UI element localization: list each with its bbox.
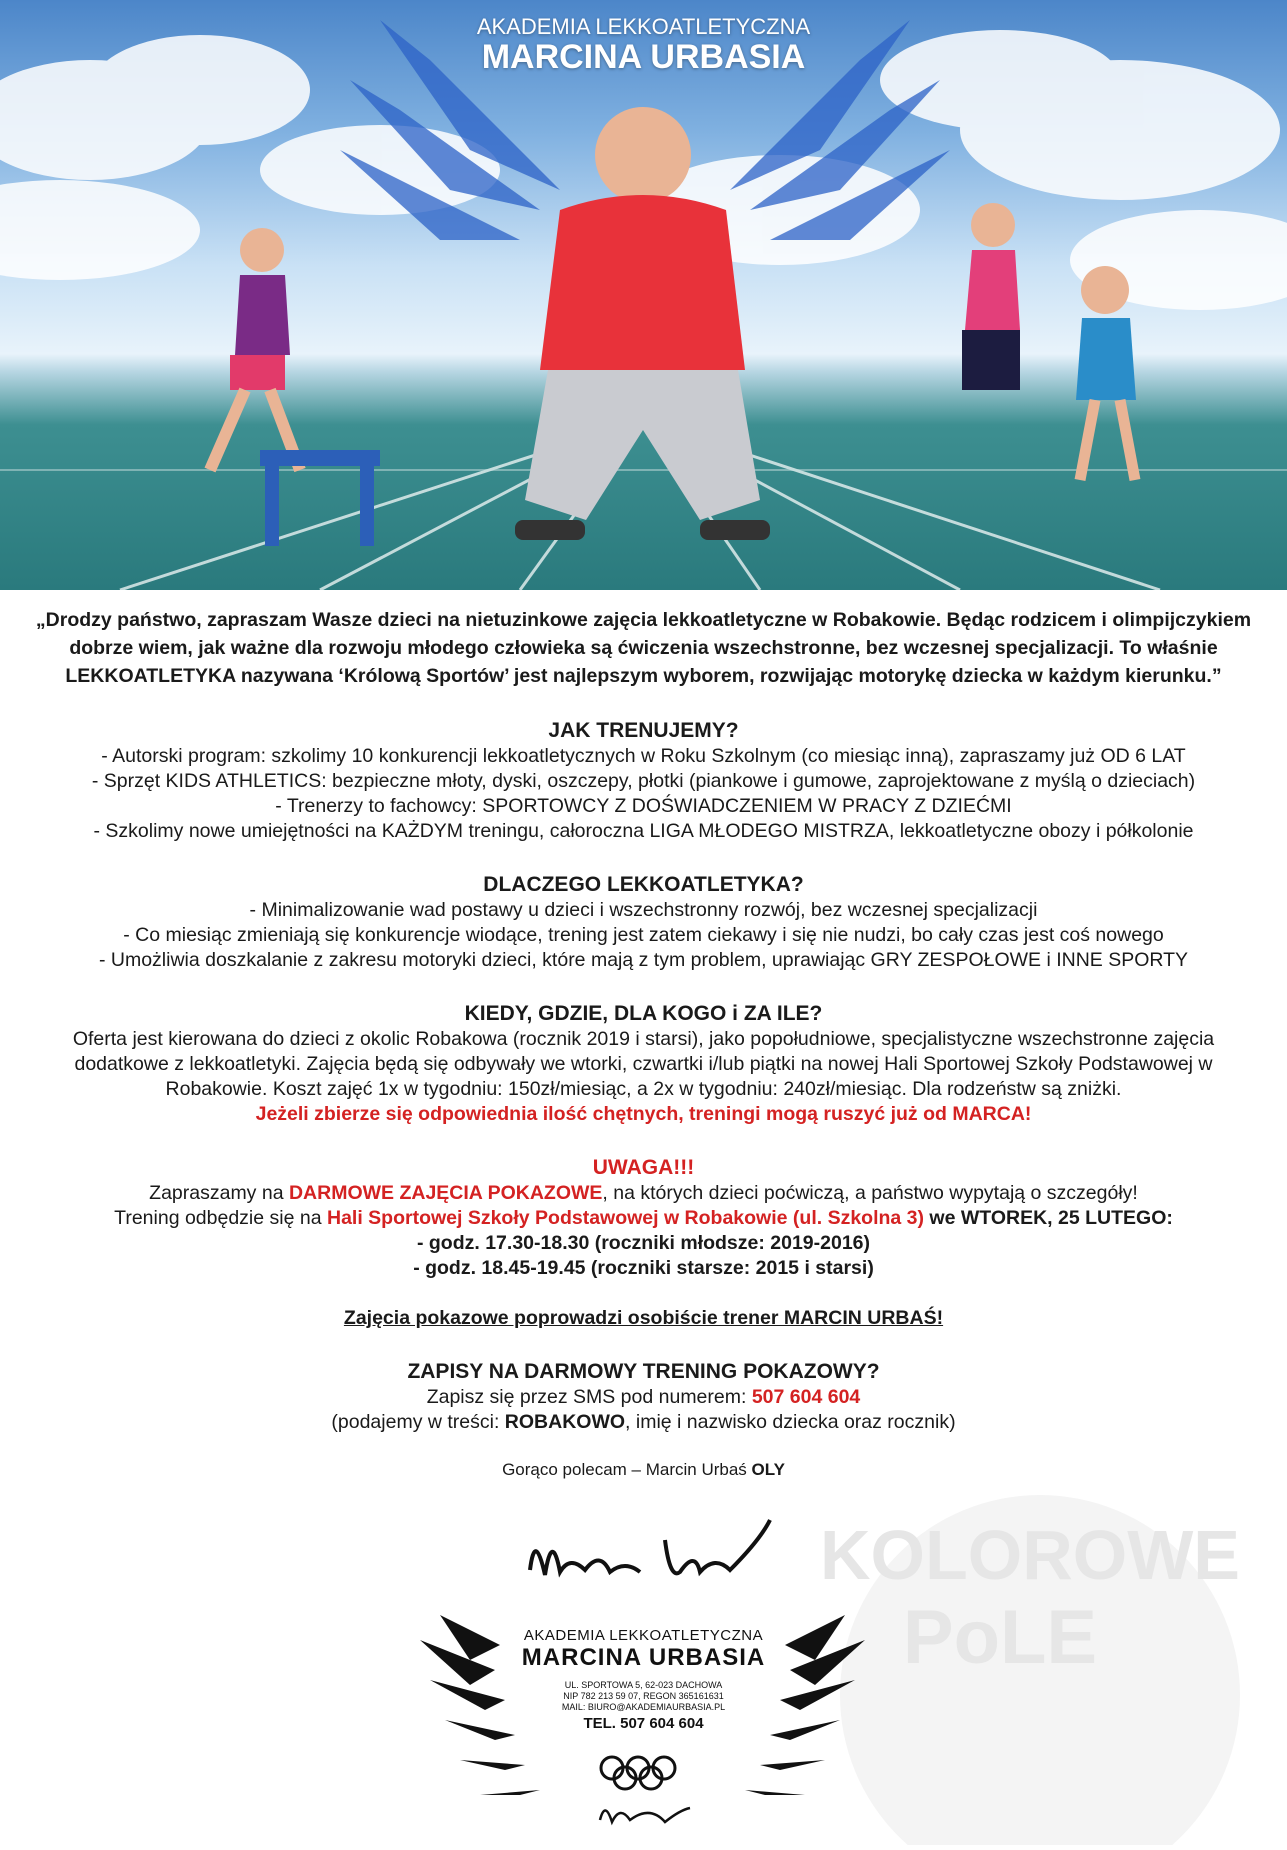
hero-brand-line1: AKADEMIA LEKKOATLETYCZNA	[476, 14, 811, 39]
how-item: - Autorski program: szkolimy 10 konkurencji lekkoatletycznych w Roku Szkolnym (co miesiąc inną), zapraszamy już OD 6 LAT	[101, 745, 1186, 767]
closing-text: Gorąco polecam – Marcin Urbaś	[502, 1460, 752, 1479]
girl-runner-left	[210, 228, 300, 470]
when-highlight: Jeżeli zbierze się odpowiednia ilość chętnych, treningi mogą ruszyć już od MARCA!	[255, 1103, 1032, 1125]
footer-tel: TEL. 507 604 604	[583, 1715, 704, 1732]
notice-section	[0, 1154, 1287, 1331]
when-text: Oferta jest kierowana do dzieci z okolic Robakowa (rocznik 2019 i starsi), jako popołudniowe, specjalistyczne wszechstronne zajęcia dodatkowe z lekkoatletyki. Zajęcia będą się odbywały we wtorki, czwartki i/lub piątki na nowej Hali Sportowej Szkoły Podstawowej w Robakowie. Koszt zajęć 1x w tygodniu: 150zł/miesiąc, a 2x w tygodniu: 240zł/miesiąc. Dla rodzeństw są zniżki.	[72, 1028, 1215, 1100]
signup-keyword: ROBAKOWO	[504, 1411, 626, 1433]
footer-addr1: UL. SPORTOWA 5, 62-023 DACHOWA	[564, 1680, 723, 1690]
footer-logo-line2: MARCINA URBASIA	[521, 1644, 766, 1671]
hero-banner	[0, 0, 1287, 590]
flyer-body	[0, 606, 1287, 1482]
when-section	[0, 1000, 1287, 1127]
signup-line2	[0, 1410, 1287, 1435]
intro-quote: „Drodzy państwo, zapraszam Wasze dzieci na nietuzinkowe zajęcia lekkoatletyczne w Robakowie. Będąc rodzicem i olimpijczykiem dobrze wiem, jak ważne dla rozwoju młodego człowieka są ćwiczenia wszechstronne, bez wczesnej specjalizacji. To właśnie LEKKOATLETYKA nazywana ‘Królową Sportów’ jest najlepszym wyborem, rozwijając motorykę dziecka w każdym kierunku.”	[35, 609, 1252, 687]
notice-line1	[0, 1181, 1287, 1206]
footer-addr3: MAIL: BIURO@AKADEMIAURBASIA.PL	[561, 1702, 726, 1712]
why-section	[0, 871, 1287, 973]
signup-line1-a: Zapisz się przez SMS pod numerem:	[426, 1386, 752, 1408]
notice-line2	[0, 1206, 1287, 1231]
signup-title: ZAPISY NA DARMOWY TRENING POKAZOWY?	[407, 1360, 880, 1383]
how-item: - Sprzęt KIDS ATHLETICS: bezpieczne młoty, dyski, oszczepy, płotki (piankowe i gumowe, zaprojektowane z myślą o dzieciach)	[91, 770, 1196, 792]
hurdle	[260, 450, 380, 546]
how-item: - Szkolimy nowe umiejętności na KAŻDYM treningu, całoroczna LIGA MŁODEGO MISTRZA, lekkoatletyczne obozy i półkolonie	[93, 820, 1194, 842]
how-title: JAK TRENUJEMY?	[548, 719, 739, 742]
footer-logo-line1: AKADEMIA LEKKOATLETYCZNA	[523, 1627, 764, 1644]
signature-and-logo	[0, 1510, 1287, 1844]
hero-brand-line2: MARCINA URBASIA	[481, 38, 806, 76]
notice-line2-a: Trening odbędzie się na	[114, 1207, 327, 1229]
notice-slot1: - godz. 17.30-18.30 (roczniki młodsze: 2019-2016)	[416, 1232, 870, 1254]
notice-venue: Hali Sportowej Szkoły Podstawowej w Robakowie (ul. Szkolna 3)	[326, 1207, 925, 1229]
when-title: KIEDY, GDZIE, DLA KOGO i ZA ILE?	[464, 1002, 823, 1025]
signup-phone[interactable]: 507 604 604	[751, 1386, 861, 1408]
notice-title: UWAGA!!!	[592, 1156, 695, 1179]
olympic-rings	[601, 1757, 675, 1789]
track-lanes	[0, 420, 1287, 590]
why-item: - Co miesiąc zmieniają się konkurencje wiodące, trening jest zatem ciekawy i się nie nudzi, bo cały czas jest coś nowego	[123, 924, 1164, 946]
notice-line1-a: Zapraszamy na	[149, 1182, 289, 1204]
notice-free-classes: DARMOWE ZAJĘCIA POKAZOWE	[288, 1182, 603, 1204]
hero-illustration	[0, 0, 1287, 590]
signup-line2-c: , imię i nazwisko dziecka oraz rocznik)	[625, 1411, 956, 1433]
signup-section	[0, 1358, 1287, 1435]
why-title: DLACZEGO LEKKOATLETYKA?	[483, 873, 804, 896]
notice-date: we WTOREK, 25 LUTEGO:	[924, 1207, 1173, 1229]
signup-line2-a: (podajemy w treści:	[331, 1411, 505, 1433]
footer-addr2: NIP 782 213 59 07, REGON 365161631	[563, 1691, 724, 1701]
how-item: - Trenerzy to fachowcy: SPORTOWCY Z DOŚWIADCZENIEM W PRACY Z DZIEĆMI	[275, 795, 1012, 817]
notice-slot2: - godz. 18.45-19.45 (roczniki starsze: 2015 i starsi)	[413, 1257, 874, 1279]
watermark-line1: KOLOROWE	[820, 1516, 1240, 1594]
how-section	[0, 717, 1287, 844]
watermark-line2: PoLE	[902, 1595, 1098, 1680]
notice-line1-c: , na których dzieci poćwiczą, a państwo wypytają o szczegóły!	[602, 1182, 1138, 1204]
signature-graphic	[0, 1510, 1287, 1844]
why-item: - Minimalizowanie wad postawy u dzieci i wszechstronny rozwój, bez wczesnej specjalizacji	[249, 899, 1038, 921]
closing-suffix: OLY	[751, 1460, 785, 1479]
signup-line1	[0, 1385, 1287, 1410]
why-item: - Umożliwia doszkalanie z zakresu motoryki dzieci, które mają z tym problem, uprawiając GRY ZESPOŁOWE i INNE SPORTY	[98, 949, 1189, 971]
notice-trainer: Zajęcia pokazowe poprowadzi osobiście trener MARCIN URBAŚ!	[343, 1307, 944, 1329]
